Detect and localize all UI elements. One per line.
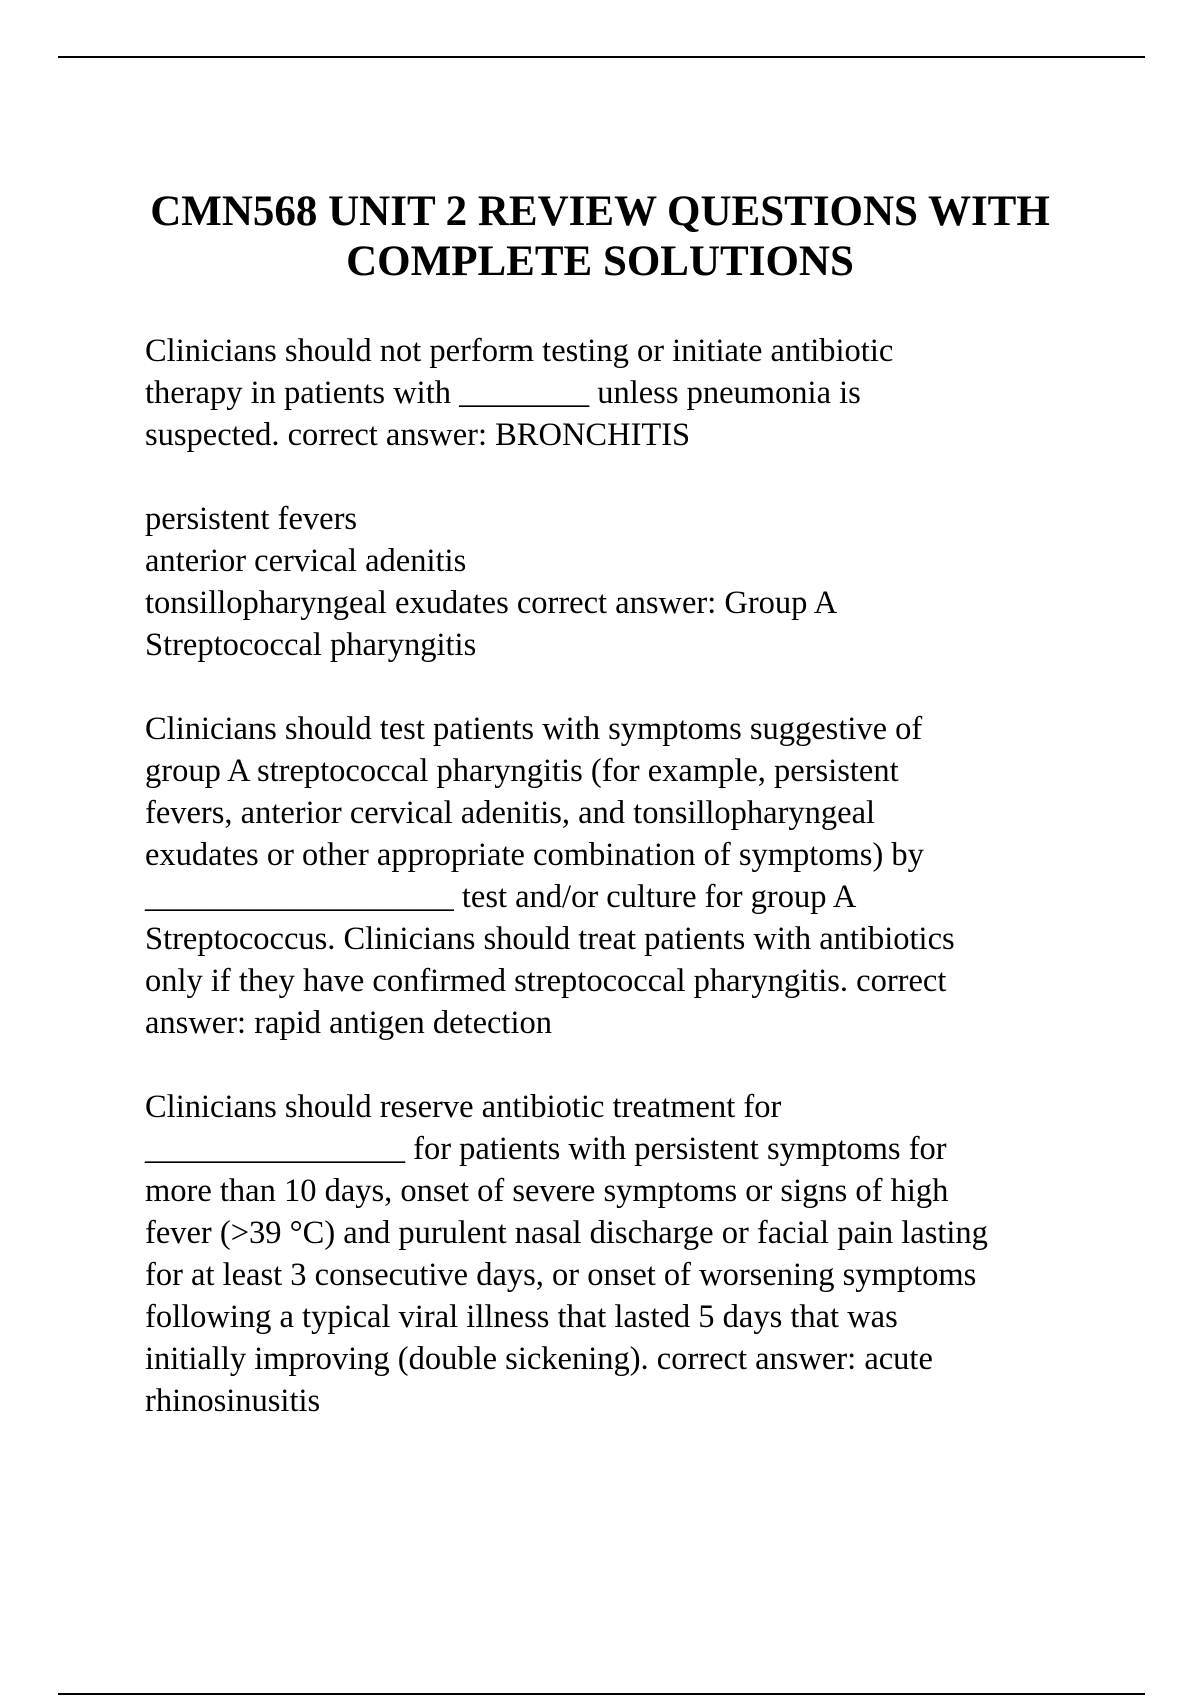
question-rapid-antigen [145, 708, 1145, 1044]
text-line: suspected. correct answer: BRONCHITIS [145, 417, 691, 453]
text-line: tonsillopharyngeal exudates correct answer: Group A [145, 585, 838, 621]
text-line: therapy in patients with ________ unless pneumonia is [145, 375, 861, 411]
text-line: initially improving (double sickening). correct answer: acute [145, 1341, 933, 1377]
text-line: only if they have confirmed streptococcal pharyngitis. correct [145, 963, 947, 999]
text-line: Streptococcal pharyngitis [145, 627, 477, 663]
text-line: rhinosinusitis [145, 1383, 321, 1419]
text-line: exudates or other appropriate combination of symptoms) by [145, 837, 924, 873]
question-strep-symptoms [145, 498, 1145, 666]
question-rhinosinusitis [145, 1086, 1145, 1422]
text-line: anterior cervical adenitis [145, 543, 467, 579]
text-line: fevers, anterior cervical adenitis, and tonsillopharyngeal [145, 795, 876, 831]
question-bronchitis [145, 330, 1145, 456]
title-line: COMPLETE SOLUTIONS [346, 238, 854, 285]
text-line: Clinicians should test patients with symptoms suggestive of [145, 711, 923, 747]
text-line: more than 10 days, onset of severe symptoms or signs of high [145, 1173, 949, 1209]
bottom-rule [58, 1693, 1145, 1695]
text-line: Streptococcus. Clinicians should treat patients with antibiotics [145, 921, 955, 957]
document-body [145, 330, 1145, 1464]
text-line: persistent fevers [145, 501, 358, 537]
top-rule [58, 56, 1145, 58]
text-line: for at least 3 consecutive days, or onset of worsening symptoms [145, 1257, 977, 1293]
text-line: group A streptococcal pharyngitis (for example, persistent [145, 753, 899, 789]
text-line: ___________________ test and/or culture for group A [145, 879, 857, 915]
text-line: fever (>39 °C) and purulent nasal discharge or facial pain lasting [145, 1215, 988, 1251]
text-line: answer: rapid antigen detection [145, 1005, 552, 1041]
text-line: Clinicians should reserve antibiotic treatment for [145, 1089, 782, 1125]
text-line: following a typical viral illness that lasted 5 days that was [145, 1299, 898, 1335]
title-line: CMN568 UNIT 2 REVIEW QUESTIONS WITH [150, 188, 1050, 235]
text-line: Clinicians should not perform testing or initiate antibiotic [145, 333, 894, 369]
text-line: ________________ for patients with persistent symptoms for [145, 1131, 947, 1167]
document-title [100, 187, 1100, 287]
